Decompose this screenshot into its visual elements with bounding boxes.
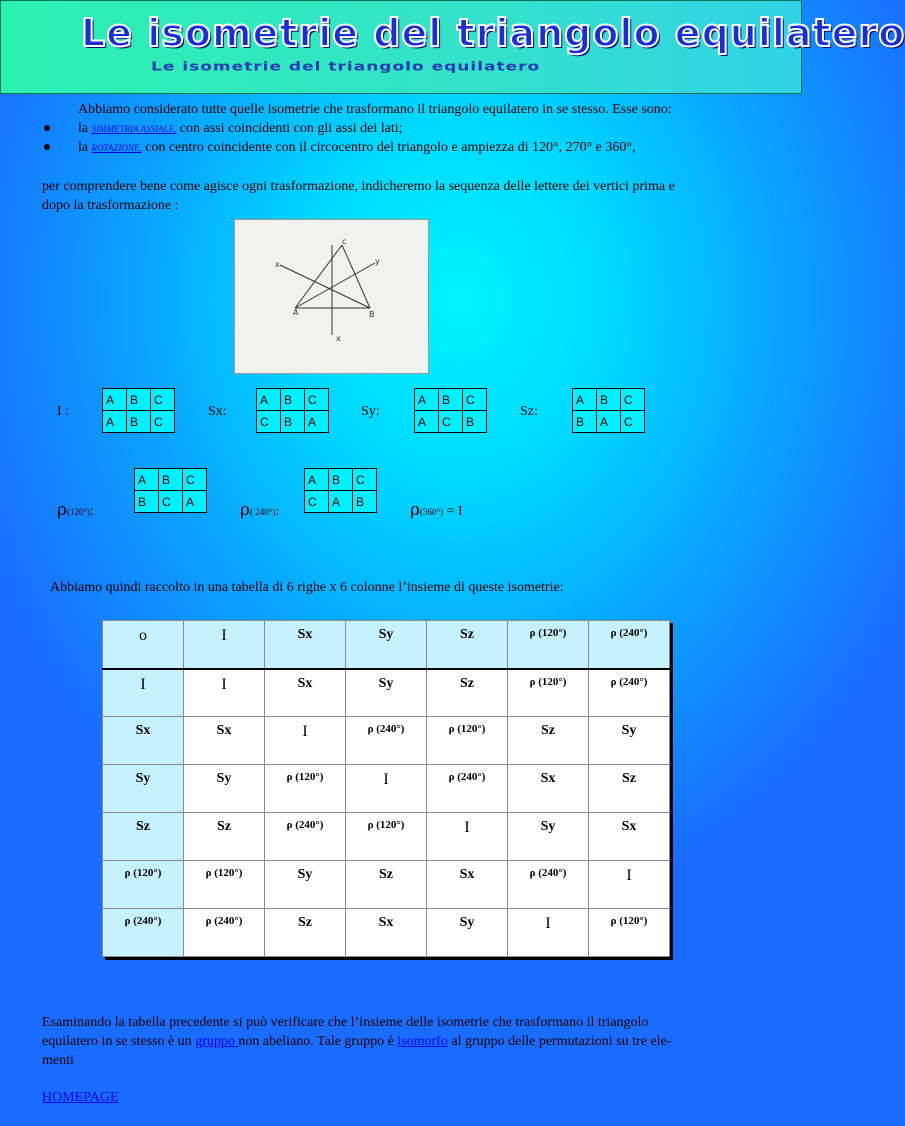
sz-label: Sz:: [520, 404, 538, 419]
mini-table-cell: B: [127, 411, 151, 433]
table-row: [103, 717, 670, 765]
table-cell: Sy: [589, 717, 670, 765]
table-cell: ρ (120°): [346, 813, 427, 861]
conclusion-line: Esaminando la tabella precedente si può verificare che l’insieme delle isometrie che trasformano il triangolo: [42, 1015, 649, 1030]
vertex-label: B: [369, 310, 375, 319]
intro-text: Abbiamo considerato tutte quelle isometrie che trasformano il triangolo equilatero in se stesso. Esse sono:: [78, 102, 672, 117]
table-cell: ρ (240°): [589, 621, 670, 669]
rotation-120-table: [134, 468, 207, 513]
mini-table-cell: C: [183, 469, 207, 491]
table-cell: ρ (240°): [508, 861, 589, 909]
bullet-icon: [44, 125, 50, 131]
paragraph-line: per comprendere bene come agisce ogni trasformazione, indicheremo la sequenza delle lettere dei vertici prima e: [42, 179, 675, 194]
mini-table-cell: C: [257, 411, 281, 433]
table-cell: Sx: [265, 621, 346, 669]
vertex-label: c: [342, 237, 347, 246]
mini-table-cell: B: [281, 389, 305, 411]
mini-table-cell: A: [257, 389, 281, 411]
table-cell: I: [346, 765, 427, 813]
mini-table-cell: B: [281, 411, 305, 433]
table-cell: ρ (240°): [589, 669, 670, 717]
bullet-item-rotation: la ROTAZIONE, con centro coincidente con il circocentro del triangolo e ampiezza di 120°, 270° e 360°,: [78, 140, 636, 155]
mini-table-cell: C: [305, 491, 329, 513]
table-cell: Sx: [508, 765, 589, 813]
table-cell: Sy: [427, 909, 508, 957]
bullet-icon: [44, 144, 50, 150]
sz-table: [572, 388, 645, 433]
table-cell: ρ (240°): [184, 909, 265, 957]
page-title: Le isometrie del triangolo equilatero: [81, 11, 905, 55]
mini-table-cell: B: [353, 491, 377, 513]
table-cell: I: [184, 621, 265, 669]
rotation-240-label: ρ( 240°):: [240, 500, 280, 520]
vertex-label: A: [293, 308, 299, 317]
table-row: [103, 909, 670, 957]
page-title-reflection: Le isometrie del triangolo equilatero: [151, 59, 541, 74]
rotation-link[interactable]: ROTAZIONE,: [91, 143, 142, 153]
table-cell: ρ (240°): [103, 909, 184, 957]
mini-table-cell: B: [135, 491, 159, 513]
mini-table-cell: C: [621, 411, 645, 433]
table-cell: Sx: [265, 669, 346, 717]
table-cell: Sz: [184, 813, 265, 861]
sx-label: Sx:: [208, 404, 227, 419]
mini-table-cell: A: [597, 411, 621, 433]
mini-table-cell: C: [151, 389, 175, 411]
conclusion-line: equilatero in se stesso è un gruppo non abeliano. Tale gruppo è isomorfo al gruppo delle permutazioni su tre ele-: [42, 1034, 672, 1049]
table-cell: ρ (120°): [427, 717, 508, 765]
table-cell: I: [508, 909, 589, 957]
axis-label: x: [275, 260, 280, 269]
table-cell: Sy: [184, 765, 265, 813]
table-cell: o: [103, 621, 184, 669]
mini-table-cell: A: [573, 389, 597, 411]
table-cell: ρ (120°): [103, 861, 184, 909]
mini-table-cell: C: [439, 411, 463, 433]
sy-label: Sy:: [361, 404, 380, 419]
mini-table-cell: B: [127, 389, 151, 411]
symmetry-link[interactable]: SIMMETRIA ASSIALE,: [91, 124, 177, 134]
table-cell: Sz: [427, 669, 508, 717]
mini-table-cell: C: [621, 389, 645, 411]
table-row: [103, 621, 670, 669]
identity-table: [102, 388, 175, 433]
gruppo-link[interactable]: gruppo: [195, 1034, 239, 1049]
mini-table-cell: A: [415, 389, 439, 411]
rotation-360-label: ρ(360°) = I: [410, 500, 463, 520]
table-cell: Sz: [589, 765, 670, 813]
table-row: [103, 861, 670, 909]
mini-table-cell: A: [329, 491, 353, 513]
table-cell: Sy: [508, 813, 589, 861]
table-cell: Sx: [589, 813, 670, 861]
homepage-link[interactable]: HOMEPAGE: [42, 1090, 119, 1105]
sy-table: [414, 388, 487, 433]
mini-table-cell: A: [415, 411, 439, 433]
table-row: [103, 813, 670, 861]
table-cell: Sy: [346, 621, 427, 669]
table-row: [103, 669, 670, 717]
mini-table-cell: C: [463, 389, 487, 411]
axis-label: x: [336, 334, 341, 343]
triangle-sketch-image: [234, 219, 429, 374]
table-cell: I: [589, 861, 670, 909]
mini-table-cell: A: [103, 411, 127, 433]
table-cell: ρ (120°): [508, 669, 589, 717]
table-cell: I: [103, 669, 184, 717]
rotation-120-label: ρ(120°):: [57, 500, 94, 520]
mini-table-cell: A: [183, 491, 207, 513]
table-cell: Sx: [103, 717, 184, 765]
table-cell: Sx: [184, 717, 265, 765]
mini-table-cell: A: [305, 469, 329, 491]
table-cell: Sy: [103, 765, 184, 813]
mini-table-cell: B: [329, 469, 353, 491]
mini-table-cell: C: [353, 469, 377, 491]
mini-table-cell: A: [103, 389, 127, 411]
table-cell: Sz: [427, 621, 508, 669]
mini-table-cell: C: [305, 389, 329, 411]
table-cell: Sx: [346, 909, 427, 957]
axis-label: y: [375, 257, 380, 266]
table-cell: ρ (120°): [508, 621, 589, 669]
mini-table-cell: B: [597, 389, 621, 411]
bullet-item-symmetry: la SIMMETRIA ASSIALE, con assi coincidenti con gli assi dei lati;: [78, 121, 403, 136]
table-cell: Sy: [265, 861, 346, 909]
mini-table-cell: A: [135, 469, 159, 491]
mini-table-cell: C: [159, 491, 183, 513]
paragraph-line: dopo la trasformazione :: [42, 198, 179, 213]
table-cell: Sy: [346, 669, 427, 717]
table-cell: Sz: [103, 813, 184, 861]
table-row: [103, 765, 670, 813]
table-cell: I: [184, 669, 265, 717]
mini-table-cell: B: [463, 411, 487, 433]
table-cell: ρ (240°): [265, 813, 346, 861]
composition-table: [102, 620, 670, 957]
rotation-240-table: [304, 468, 377, 513]
table-cell: Sx: [427, 861, 508, 909]
mini-table-cell: A: [305, 411, 329, 433]
conclusion-line: menti: [42, 1053, 74, 1068]
table-cell: I: [427, 813, 508, 861]
mini-table-cell: B: [159, 469, 183, 491]
mini-table-cell: B: [439, 389, 463, 411]
table-cell: ρ (240°): [427, 765, 508, 813]
table-cell: ρ (240°): [346, 717, 427, 765]
identity-label: I :: [57, 404, 70, 419]
mini-table-cell: B: [573, 411, 597, 433]
table-cell: ρ (120°): [589, 909, 670, 957]
table-cell: ρ (120°): [265, 765, 346, 813]
table-intro-text: Abbiamo quindi raccolto in una tabella di 6 righe x 6 colonne l’insieme di queste isometrie:: [50, 580, 564, 595]
table-cell: Sz: [508, 717, 589, 765]
table-cell: Sz: [346, 861, 427, 909]
table-cell: ρ (120°): [184, 861, 265, 909]
header-banner: [0, 0, 905, 94]
isomorfo-link[interactable]: isomorfo: [397, 1034, 448, 1049]
mini-table-cell: C: [151, 411, 175, 433]
table-cell: Sz: [265, 909, 346, 957]
table-cell: I: [265, 717, 346, 765]
sx-table: [256, 388, 329, 433]
